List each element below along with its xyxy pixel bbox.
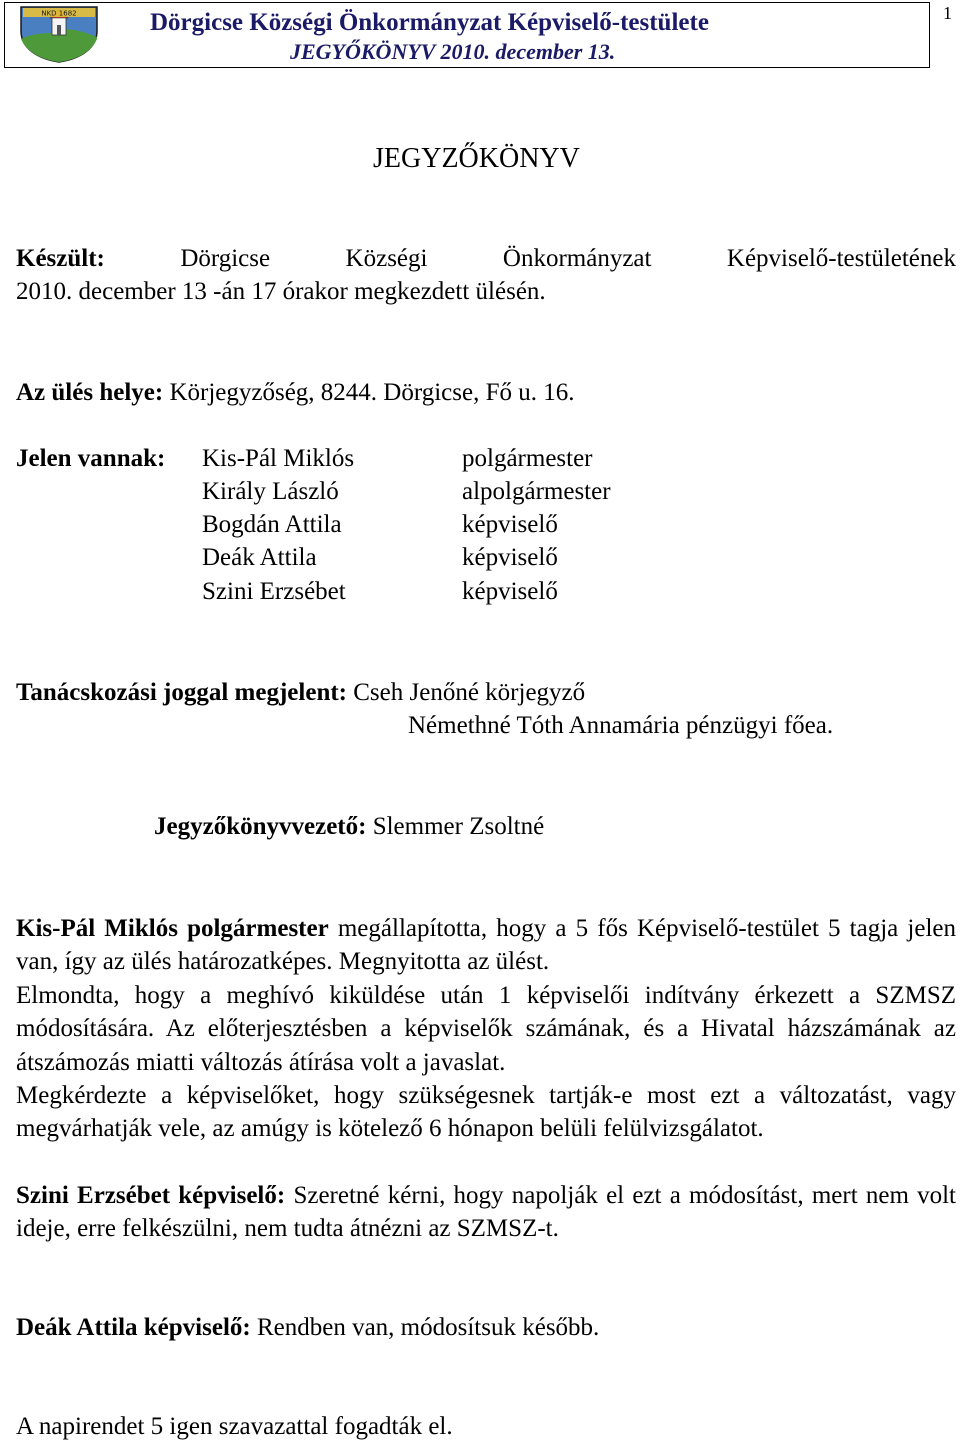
header-subtitle: JEGYŐKÖNYV 2010. december 13. — [290, 39, 616, 64]
member-role: képviselő — [462, 511, 558, 538]
member-name: Kis-Pál Miklós — [202, 445, 355, 472]
mayor-text-1: megállapította, hogy a 5 fős Képviselő-testület 5 tagja jelen van, így az ülés határozatképes. Megnyitotta az ülést. — [16, 915, 957, 976]
present-label: Jelen vannak: — [16, 445, 166, 472]
member-role: képviselő — [462, 578, 558, 605]
crest-lettering: NKD 1682 — [41, 9, 77, 18]
member-name: Deák Attila — [202, 544, 317, 571]
header-title: Dörgicse Községi Önkormányzat Képviselő-testülete — [150, 9, 709, 36]
page-header — [4, 2, 930, 68]
made-word: Képviselő-testületének — [726, 245, 956, 272]
deak-speaker: Deák Attila képviselő: — [16, 1314, 251, 1341]
szini-speaker: Szini Erzsébet képviselő: — [16, 1182, 286, 1209]
location-line — [16, 378, 575, 408]
member-name: Bogdán Attila — [202, 511, 342, 538]
made-word: Önkormányzat — [502, 245, 652, 272]
advisory-line-1 — [16, 678, 585, 708]
mayor-text-2: Elmondta, hogy a meghívó kiküldése után 1 képviselői indítvány érkezett a SZMSZ módosítására. Az előterjesztésben a képviselők számának, és a Hivatal házszámának az átszámozás miatti változás átírása volt a javaslat. — [16, 981, 956, 1076]
made-word: Dörgicse — [180, 245, 271, 272]
coat-of-arms-logo — [19, 5, 99, 63]
mayor-statement — [16, 912, 956, 979]
paragraph-mayor — [16, 912, 956, 1146]
made-label: Készült: — [16, 245, 105, 272]
member-role: alpolgármester — [462, 478, 611, 505]
recorder-line — [154, 812, 544, 842]
szini-text: Szeretné kérni, hogy napolják el ezt a módosítást, mert nem volt ideje, erre felkészülni, nem tudta átnézni az SZMSZ-t. — [16, 1182, 957, 1243]
advisory-label: Tanácskozási joggal megjelent: — [16, 679, 347, 706]
document-title: JEGYZŐKÖNYV — [373, 143, 580, 174]
member-name: Király László — [202, 478, 339, 505]
member-name: Szini Erzsébet — [202, 578, 346, 605]
advisory-person-2: Némethné Tóth Annamária pénzügyi főea. — [408, 712, 834, 739]
page-number: 1 — [943, 3, 952, 23]
member-role: képviselő — [462, 544, 558, 571]
member-role: polgármester — [462, 445, 593, 472]
recorder-label: Jegyzőkönyvvezető: — [154, 813, 367, 840]
deak-text: Rendben van, módosítsuk később. — [256, 1314, 600, 1341]
advisory-person-1: Cseh Jenőné körjegyző — [353, 679, 586, 706]
recorder-value: Slemmer Zsoltné — [372, 813, 545, 840]
location-value: Körjegyzőség, 8244. Dörgicse, Fő u. 16. — [169, 379, 575, 406]
made-word: Községi — [345, 245, 428, 272]
location-label: Az ülés helye: — [16, 379, 164, 406]
conclusion: A napirendet 5 igen szavazattal fogadták el. — [16, 1413, 453, 1440]
paragraph-deak — [16, 1313, 599, 1343]
made-line-2: 2010. december 13 -án 17 órakor megkezdett ülésén. — [16, 278, 546, 305]
made-line — [16, 244, 956, 274]
mayor-speaker: Kis-Pál Miklós polgármester — [16, 915, 329, 942]
mayor-text-3: Megkérdezte a képviselőket, hogy szükségesnek tartják-e most ezt a változatást, vagy megvárhatják vele, az amúgy is kötelező 6 hónapon belüli felülvizsgálatot. — [16, 1082, 956, 1143]
paragraph-szini — [16, 1179, 956, 1246]
